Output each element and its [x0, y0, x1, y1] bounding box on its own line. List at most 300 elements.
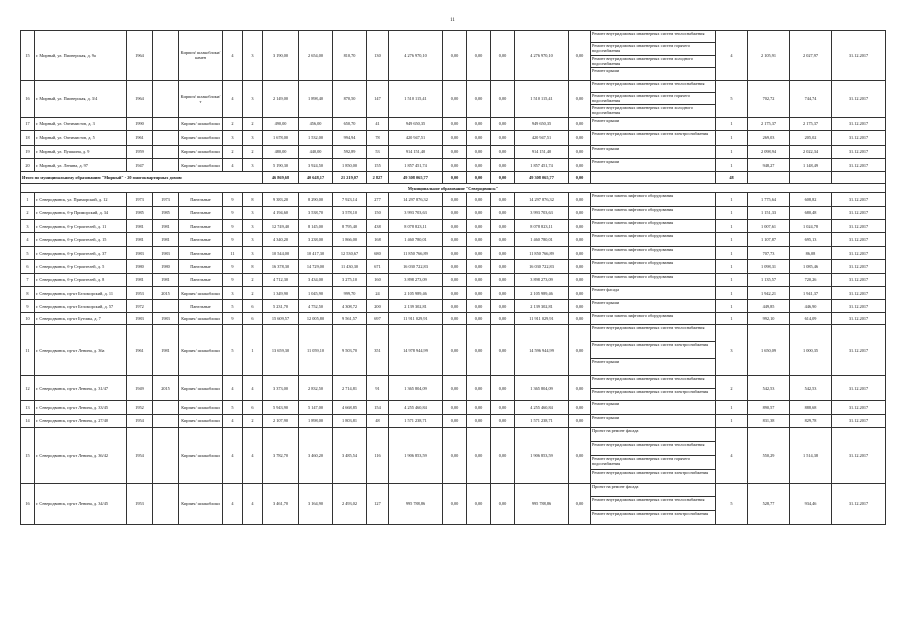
work-item: Ремонт или замена лифтового оборудования — [592, 273, 674, 279]
cell-cost: 420 947,51 — [389, 131, 443, 145]
cell-u2: 1 941,37 — [790, 287, 832, 300]
cell-addr: г. Мирный, ул. Оптимистов, д. 5 — [35, 131, 127, 145]
cell-ent: 3 — [243, 233, 263, 246]
cell-date: 31.12.2017 — [832, 427, 886, 483]
cell-w: 1 — [716, 287, 748, 300]
cell-u1: 831,38 — [748, 414, 790, 427]
cell-ent: 2 — [243, 273, 263, 286]
cell-ent: 8 — [243, 193, 263, 206]
total-area3: 21 219,07 — [333, 172, 367, 184]
cell-area3: 650,70 — [333, 117, 367, 130]
table-row — [21, 273, 886, 286]
cell-date: 31.12.2017 — [832, 193, 886, 206]
cell-addr: г. Северодвинск, б-р Строителей, д. 37 — [35, 246, 127, 259]
cell-floors: 4 — [223, 414, 243, 427]
cell-year2: 1983 — [153, 312, 179, 324]
works-cell — [591, 300, 716, 312]
cell-date: 31.12.2017 — [832, 246, 886, 259]
cell-u2: 608,82 — [790, 193, 832, 206]
cell-u1: 1 007,61 — [748, 220, 790, 233]
cell-c5: 0,00 — [569, 131, 591, 145]
cell-u2: 2 027,97 — [790, 31, 832, 81]
work-item: Ремонт внутридомовых инженерных систем горячего водоснабжения — [591, 456, 715, 470]
cell-u1: 550,29 — [748, 427, 790, 483]
cell-c2: 0,00 — [467, 414, 491, 427]
cell-people: 91 — [367, 376, 389, 401]
table-row — [21, 206, 886, 219]
cell-area3: 3 578,10 — [333, 206, 367, 219]
table-row — [21, 483, 886, 524]
cell-u2: 1 148,49 — [790, 158, 832, 171]
cell-area3: 3 275,10 — [333, 273, 367, 286]
cell-people: 160 — [367, 273, 389, 286]
cell-floors: 4 — [223, 31, 243, 81]
works-cell — [591, 206, 716, 219]
cell-u2: 888,68 — [790, 401, 832, 414]
cell-mat: Панельные — [179, 220, 223, 233]
cell-w: 5 — [716, 483, 748, 524]
cell-year2 — [153, 131, 179, 145]
cell-c2: 0,00 — [467, 300, 491, 312]
cell-people: 671 — [367, 260, 389, 273]
table-row — [21, 414, 886, 427]
cell-c5: 0,00 — [569, 376, 591, 401]
cell-c2: 0,00 — [467, 246, 491, 259]
table-row — [21, 220, 886, 233]
cell-c1: 0,00 — [443, 206, 467, 219]
works-cell — [591, 193, 716, 206]
cell-w: 1 — [716, 145, 748, 158]
cell-u1: 1 135,57 — [748, 273, 790, 286]
work-item: Ремонт или замена лифтового оборудования — [592, 312, 674, 318]
cell-date: 31.12.2017 — [832, 287, 886, 300]
cell-n: 13 — [21, 401, 35, 414]
cell-year: 1981 — [127, 220, 153, 233]
total-area2: 40 648,17 — [299, 172, 333, 184]
cell-date: 31.12.2017 — [832, 325, 886, 376]
cell-c3: 0,00 — [491, 117, 515, 130]
cell-year2: 1981 — [153, 220, 179, 233]
work-item: Ремонт внутридомовых инженерных систем холодного водоснабжения — [592, 105, 694, 116]
cell-w: 5 — [716, 80, 748, 117]
cell-c3: 0,00 — [491, 31, 515, 81]
works-cell — [591, 145, 716, 158]
cell-cost: 914 151,40 — [389, 145, 443, 158]
works-cell — [591, 273, 716, 286]
work-item: Проект на ремонт фасада — [591, 428, 715, 442]
cell-area3: 592,89 — [333, 145, 367, 158]
cell-area: 15 609,57 — [263, 312, 299, 324]
work-item: Проект на ремонт фасада — [591, 484, 715, 498]
work-item: Ремонт крыши — [592, 414, 620, 420]
cell-c1: 0,00 — [443, 145, 467, 158]
cell-u2: 1 085,46 — [790, 260, 832, 273]
cell-n: 7 — [21, 273, 35, 286]
cell-area: 490,00 — [263, 117, 299, 130]
cell-addr: г. Северодвинск, пр-кт Ленина, д. 34/45 — [35, 483, 127, 524]
cell-floors: 9 — [223, 233, 243, 246]
cell-year: 1964 — [127, 31, 153, 81]
cell-mat: Кирпич/ шлакоблоки — [179, 401, 223, 414]
cell-u2: 2 022,34 — [790, 145, 832, 158]
cell-area2: 8 290,00 — [299, 193, 333, 206]
cell-c5: 0,00 — [569, 220, 591, 233]
works-cell — [591, 246, 716, 259]
total-c5: 0,00 — [569, 172, 591, 184]
cell-c2: 0,00 — [467, 325, 491, 376]
work-item: Ремонт внутридомовых инженерных систем электроснабжения — [592, 469, 709, 475]
cell-c1: 0,00 — [443, 193, 467, 206]
cell-c2: 0,00 — [467, 206, 491, 219]
cell-u1: 1 775,64 — [748, 193, 790, 206]
work-item: Ремонт крыши — [592, 117, 620, 123]
works-cell — [591, 31, 716, 81]
cell-year2: 1985 — [153, 206, 179, 219]
cell-cost: 2 105 989,46 — [389, 287, 443, 300]
work-item: Ремонт внутридомовых инженерных систем теплоснабжения — [591, 442, 715, 456]
total-row — [21, 172, 886, 184]
cell-c1: 0,00 — [443, 287, 467, 300]
cell-c1: 0,00 — [443, 414, 467, 427]
cell-area: 10 544,00 — [263, 246, 299, 259]
cell-people: 53 — [367, 145, 389, 158]
cell-w: 1 — [716, 414, 748, 427]
cell-year: 1949 — [127, 376, 153, 401]
cell-area3: 1 803,81 — [333, 414, 367, 427]
total-empty — [790, 172, 832, 184]
cell-ent: 4 — [243, 427, 263, 483]
cell-u1: 528,77 — [748, 483, 790, 524]
cell-area: 12 749,40 — [263, 220, 299, 233]
cell-ent: 3 — [243, 80, 263, 117]
cell-mat: Панельные — [179, 300, 223, 312]
cell-u1: 1 942,21 — [748, 287, 790, 300]
cell-floors: 9 — [223, 206, 243, 219]
cell-area2: 440,00 — [299, 145, 333, 158]
cell-people: 168 — [367, 233, 389, 246]
cell-people: 351 — [367, 325, 389, 376]
cell-mat: Кирпич/ шлакоблоки — [179, 414, 223, 427]
cell-c4: 1 906 853,59 — [515, 427, 569, 483]
cell-u1: 2 105,91 — [748, 31, 790, 81]
cell-c2: 0,00 — [467, 401, 491, 414]
cell-addr: г. Северодвинск, ул. Приморский, д. 12 — [35, 193, 127, 206]
cell-area2: 1 898,00 — [299, 414, 333, 427]
cell-area: 2 149,00 — [263, 80, 299, 117]
cell-c4: 14 297 876,32 — [515, 193, 569, 206]
cell-addr: г. Северодвинск, пр-кт Ленина, д. 31/47 — [35, 376, 127, 401]
cell-c5: 0,00 — [569, 483, 591, 524]
cell-c1: 0,00 — [443, 246, 467, 259]
cell-date: 31.12.2017 — [832, 376, 886, 401]
cell-date: 31.12.2017 — [832, 483, 886, 524]
cell-area2: 3 538,70 — [299, 206, 333, 219]
cell-year2: 1981 — [153, 233, 179, 246]
capital-repair-table — [20, 30, 886, 525]
cell-c4: 16 030 722,83 — [515, 260, 569, 273]
cell-c3: 0,00 — [491, 483, 515, 524]
cell-date: 31.12.2017 — [832, 158, 886, 171]
cell-people: 24 — [367, 287, 389, 300]
cell-u2: 744,74 — [790, 80, 832, 117]
cell-area2: 10 417,30 — [299, 246, 333, 259]
cell-mat: Панельные — [179, 273, 223, 286]
cell-area2: 1 898,40 — [299, 80, 333, 117]
cell-c2: 0,00 — [467, 31, 491, 81]
cell-c1: 0,00 — [443, 376, 467, 401]
cell-mat: Кирпич/ шлакоблоки/ т — [179, 80, 223, 117]
cell-area: 3 461,70 — [263, 483, 299, 524]
cell-c2: 0,00 — [467, 376, 491, 401]
cell-ent: 2 — [243, 287, 263, 300]
cell-c1: 0,00 — [443, 31, 467, 81]
cell-area2: 12 005,80 — [299, 312, 333, 324]
cell-c5: 0,00 — [569, 300, 591, 312]
cell-c3: 0,00 — [491, 193, 515, 206]
cell-w: 1 — [716, 260, 748, 273]
cell-cost: 4 255 460,84 — [389, 401, 443, 414]
cell-year: 1952 — [127, 401, 153, 414]
work-item: Ремонт внутридомовых инженерных систем теплоснабжения — [591, 376, 715, 388]
work-item: Ремонт внутридомовых инженерных систем холодного водоснабжения — [591, 56, 715, 68]
cell-area3: 12 530,67 — [333, 246, 367, 259]
cell-c1: 0,00 — [443, 117, 467, 130]
cell-u2: 1 000,35 — [790, 325, 832, 376]
total-label: Итого по муниципальному образованию "Мирный" - 20 многоквартирных домов: — [21, 172, 263, 184]
cell-area: 1 678,00 — [263, 131, 299, 145]
cell-c1: 0,00 — [443, 401, 467, 414]
cell-floors: 2 — [223, 117, 243, 130]
cell-area: 3 782,70 — [263, 427, 299, 483]
cell-c1: 0,00 — [443, 427, 467, 483]
cell-n: 15 — [21, 31, 35, 81]
cell-c4: 2 139 302,81 — [515, 300, 569, 312]
cell-area: 480,00 — [263, 145, 299, 158]
works-cell — [591, 220, 716, 233]
cell-year: 1961 — [127, 325, 153, 376]
cell-c3: 0,00 — [491, 427, 515, 483]
cell-c5: 0,00 — [569, 80, 591, 117]
cell-ent: 2 — [243, 145, 263, 158]
cell-addr: г. Северодвинск, б-р Строителей, д. 8 — [35, 273, 127, 286]
cell-mat: Кирпич/ шлакоблоки — [179, 483, 223, 524]
cell-c2: 0,00 — [467, 145, 491, 158]
cell-year2: 1981 — [153, 325, 179, 376]
cell-c1: 0,00 — [443, 131, 467, 145]
works-cell — [591, 158, 716, 171]
cell-area: 2 107,90 — [263, 414, 299, 427]
cell-c3: 0,00 — [491, 401, 515, 414]
cell-date: 31.12.2017 — [832, 31, 886, 81]
cell-c5: 0,00 — [569, 427, 591, 483]
cell-cost: 8 078 823,11 — [389, 220, 443, 233]
cell-year: 1981 — [127, 273, 153, 286]
total-cost: 49 308 065,77 — [389, 172, 443, 184]
cell-c3: 0,00 — [491, 206, 515, 219]
cell-floors: 4 — [223, 483, 243, 524]
cell-area: 5 231,70 — [263, 300, 299, 312]
total-empty — [748, 172, 790, 184]
cell-year: 1961 — [127, 131, 153, 145]
cell-area2: 5 147,00 — [299, 401, 333, 414]
work-item: Ремонт фасада — [592, 287, 620, 293]
cell-c5: 0,00 — [569, 414, 591, 427]
work-item: Ремонт крыши — [592, 300, 620, 306]
table-row — [21, 193, 886, 206]
cell-people: 697 — [367, 312, 389, 324]
cell-addr: г. Северодвинск, б-р Приморский, д. 34 — [35, 206, 127, 219]
cell-year: 1981 — [127, 233, 153, 246]
cell-people: 130 — [367, 31, 389, 81]
cell-c5: 0,00 — [569, 312, 591, 324]
works-cell — [591, 427, 716, 483]
cell-w: 1 — [716, 300, 748, 312]
cell-c2: 0,00 — [467, 158, 491, 171]
cell-year: 1954 — [127, 427, 153, 483]
cell-c3: 0,00 — [491, 220, 515, 233]
table-row — [21, 312, 886, 324]
cell-area: 16 378,30 — [263, 260, 299, 273]
cell-mat: Кирпич/ шлакоблоки — [179, 117, 223, 130]
cell-area: 9 383,20 — [263, 193, 299, 206]
work-item: Ремонт или замена лифтового оборудования — [592, 233, 674, 239]
cell-u1: 449,85 — [748, 300, 790, 312]
works-cell — [591, 483, 716, 524]
cell-ent: 6 — [243, 401, 263, 414]
cell-mat: Кирпич/ шлакоблоки — [179, 145, 223, 158]
work-item: Ремонт внутридомовых инженерных систем электроснабжения — [591, 342, 715, 359]
cell-n: 8 — [21, 287, 35, 300]
cell-c1: 0,00 — [443, 325, 467, 376]
cell-addr: г. Северодвинск, пр-кт Беломорский, д. 11 — [35, 287, 127, 300]
cell-area: 4 712,30 — [263, 273, 299, 286]
cell-area2: 456,00 — [299, 117, 333, 130]
cell-area3: 999,70 — [333, 287, 367, 300]
cell-area: 5 190,30 — [263, 158, 299, 171]
cell-area3: 994,94 — [333, 131, 367, 145]
cell-addr: г. Северодвинск, пр-кт Ленина, д. 33/45 — [35, 401, 127, 414]
cell-c3: 0,00 — [491, 376, 515, 401]
total-empty — [832, 172, 886, 184]
cell-area3: 8 795,40 — [333, 220, 367, 233]
cell-n: 10 — [21, 312, 35, 324]
cell-ent: 3 — [243, 220, 263, 233]
cell-c3: 0,00 — [491, 287, 515, 300]
cell-ent: 4 — [243, 376, 263, 401]
cell-n: 12 — [21, 376, 35, 401]
cell-area: 3 190,00 — [263, 31, 299, 81]
cell-c3: 0,00 — [491, 246, 515, 259]
cell-n: 5 — [21, 246, 35, 259]
cell-area3: 7 923,14 — [333, 193, 367, 206]
cell-floors: 11 — [223, 246, 243, 259]
cell-c2: 0,00 — [467, 117, 491, 130]
cell-c4: 1 510 115,41 — [515, 80, 569, 117]
cell-floors: 5 — [223, 401, 243, 414]
cell-ent: 3 — [243, 246, 263, 259]
cell-year: 1990 — [127, 117, 153, 130]
cell-area2: 3 924,50 — [299, 158, 333, 171]
cell-area2: 3 238,00 — [299, 233, 333, 246]
section-row — [21, 184, 886, 193]
cell-n: 20 — [21, 158, 35, 171]
cell-ent: 3 — [243, 206, 263, 219]
cell-c1: 0,00 — [443, 273, 467, 286]
cell-c2: 0,00 — [467, 260, 491, 273]
works-cell — [591, 117, 716, 130]
cell-n: 15 — [21, 427, 35, 483]
cell-w: 2 — [716, 376, 748, 401]
cell-year2 — [153, 483, 179, 524]
cell-c4: 11 850 766,89 — [515, 246, 569, 259]
cell-floors: 2 — [223, 145, 243, 158]
cell-c3: 0,00 — [491, 158, 515, 171]
cell-c5: 0,00 — [569, 193, 591, 206]
cell-ent: 4 — [243, 483, 263, 524]
cell-area3: 2 493,02 — [333, 483, 367, 524]
cell-c4: 3 993 703,63 — [515, 206, 569, 219]
cell-n: 1 — [21, 193, 35, 206]
work-item: Ремонт крыши — [592, 145, 620, 151]
cell-w: 1 — [716, 193, 748, 206]
cell-c3: 0,00 — [491, 131, 515, 145]
cell-w: 4 — [716, 31, 748, 81]
work-item: Ремонт внутридомовых инженерных систем теплоснабжения — [591, 81, 715, 93]
cell-c4: 3 898 273,09 — [515, 273, 569, 286]
table-row — [21, 287, 886, 300]
cell-area3: 2 714,81 — [333, 376, 367, 401]
cell-year2: 1983 — [153, 246, 179, 259]
cell-addr: г. Мирный, ул. Пушкина, д. 9 — [35, 145, 127, 158]
cell-people: 127 — [367, 483, 389, 524]
table-row — [21, 131, 886, 145]
cell-cost: 14 297 876,32 — [389, 193, 443, 206]
table-row — [21, 427, 886, 483]
cell-c2: 0,00 — [467, 483, 491, 524]
cell-area: 1 349,90 — [263, 287, 299, 300]
cell-area: 3 373,00 — [263, 376, 299, 401]
cell-addr: г. Северодвинск, пр-кт Ленина, д. 36а — [35, 325, 127, 376]
cell-w: 1 — [716, 273, 748, 286]
total-people: 2 827 — [367, 172, 389, 184]
cell-area2: 2 654,00 — [299, 31, 333, 81]
cell-c4: 2 105 989,46 — [515, 287, 569, 300]
work-item: Ремонт крыши — [592, 401, 620, 407]
cell-c3: 0,00 — [491, 312, 515, 324]
cell-w: 1 — [716, 312, 748, 324]
cell-floors: 9 — [223, 193, 243, 206]
cell-cost: 995 788,86 — [389, 483, 443, 524]
cell-w: 1 — [716, 131, 748, 145]
cell-year2 — [153, 117, 179, 130]
cell-people: 116 — [367, 427, 389, 483]
table-row — [21, 145, 886, 158]
cell-year: 1983 — [127, 246, 153, 259]
cell-u1: 1 650,09 — [748, 325, 790, 376]
cell-u2: 934,46 — [790, 483, 832, 524]
cell-mat: Кирпич/ шлакоблоки — [179, 158, 223, 171]
cell-cost: 1 365 804,09 — [389, 376, 443, 401]
cell-area3: 1 866,00 — [333, 233, 367, 246]
work-item: Ремонт крыши — [592, 68, 620, 74]
cell-floors: 5 — [223, 325, 243, 376]
cell-n: 14 — [21, 414, 35, 427]
cell-date: 31.12.2017 — [832, 260, 886, 273]
cell-c1: 0,00 — [443, 220, 467, 233]
works-cell — [591, 287, 716, 300]
cell-c4: 8 078 823,11 — [515, 220, 569, 233]
cell-n: 2 — [21, 206, 35, 219]
